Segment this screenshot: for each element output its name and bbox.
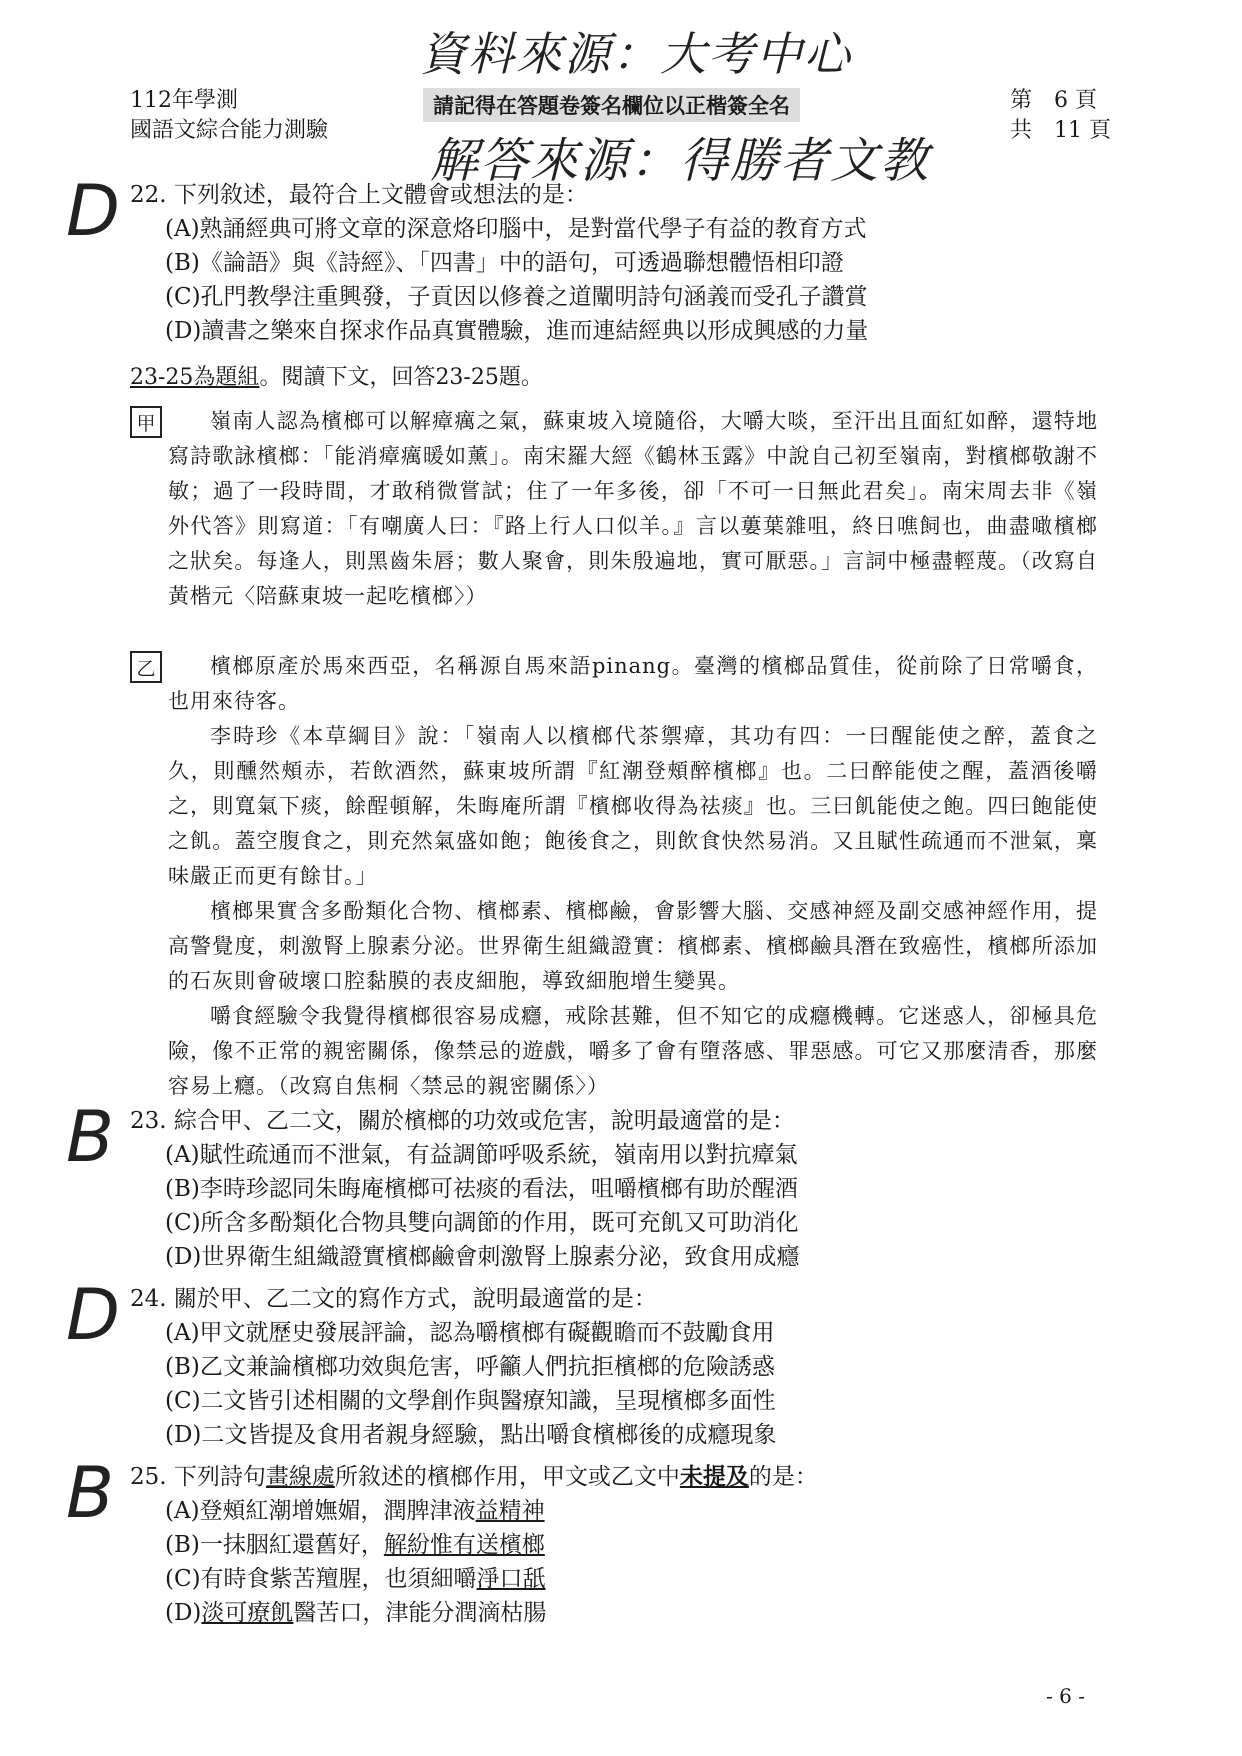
q22-option-b: (B)《論語》與《詩經》、「四書」中的語句，可透過聯想體悟相印證 (165, 250, 844, 276)
group-title-rest: 。閱讀下文，回答23-25題。 (259, 365, 543, 390)
handwritten-answer-source-note: 解答來源：得勝者文教 (430, 133, 931, 189)
handwritten-answer-q25: B (66, 1452, 115, 1534)
page-label: 第 6 頁 (1010, 88, 1097, 113)
q24-option-a: (A)甲文就歷史發展評論，認為嚼檳榔有礙觀瞻而不鼓勵食用 (165, 1320, 775, 1346)
handwritten-answer-q22: D (66, 170, 120, 252)
q25-option-a-underlined: 益精神 (475, 1498, 545, 1524)
exam-subject: 國語文綜合能力測驗 (130, 118, 329, 143)
q25-option-c-text: (C)有時食紫苦羶腥，也須細嚼 (165, 1566, 477, 1592)
question-23-stem: 23. 綜合甲、乙二文，關於檳榔的功效或危害，說明最適當的是： (130, 1108, 795, 1134)
q25-option-d-text: (D) (165, 1600, 202, 1626)
q25-stem-underlined: 畫線處 (265, 1464, 335, 1490)
q25-option-b (165, 1528, 545, 1562)
passage-a-label: 甲 (130, 406, 162, 438)
q22-option-d: (D)讀書之樂來自探求作品真實體驗，進而連結經典以形成興感的力量 (165, 318, 869, 344)
q24-option-b: (B)乙文兼論檳榔功效與危害，呼籲人們抗拒檳榔的危險誘惑 (165, 1354, 775, 1380)
q25-stem-mid: 所敘述的檳榔作用，甲文或乙文中 (334, 1464, 680, 1490)
q23-option-a: (A)賦性疏通而不泄氣，有益調節呼吸系統，嶺南用以對抗瘴氣 (165, 1142, 798, 1168)
q23-option-b: (B)李時珍認同朱晦庵檳榔可祛痰的看法，咀嚼檳榔有助於醒酒 (165, 1176, 798, 1202)
q25-stem-post: 的是： (748, 1464, 818, 1490)
signature-notice: 請記得在答題卷簽名欄位以正楷簽全名 (423, 88, 800, 122)
exam-year: 112年學測 (130, 88, 238, 113)
q23-option-c: (C)所含多酚類化合物具雙向調節的作用，既可充飢又可助消化 (165, 1210, 799, 1236)
q25-option-a (165, 1494, 545, 1528)
q25-option-c-underlined: 淨口舐 (476, 1566, 546, 1592)
handwritten-answer-q23: B (66, 1096, 115, 1178)
group-title-underlined: 23-25為題組 (130, 365, 260, 390)
group-title (130, 360, 543, 391)
passage-b-para-2: 李時珍《本草綱目》說：「嶺南人以檳榔代茶禦瘴，其功有四：一曰醒能使之醉，蓋食之久，則醺然頰赤，若飲酒然，蘇東坡所謂『紅潮登頰醉檳榔』也。二曰醉能使之醒，蓋酒後嚼之，則寬氣下痰，餘酲頓解，朱晦庵所謂『檳榔收得為祛痰』也。三曰飢能使之飽。四曰飽能使之飢。蓋空腹食之，則充然氣盛如飽；飽後食之，則飲食快然易消。又且賦性疏通而不泄氣，稟味嚴正而更有餘甘。」 (168, 724, 1098, 888)
passage-a-text: 嶺南人認為檳榔可以解瘴癘之氣，蘇東坡入境隨俗，大嚼大啖，至汗出且面紅如醉，還特地寫詩歌詠檳榔：「能消瘴癘暖如薰」。南宋羅大經《鶴林玉露》中說自己初至嶺南，對檳榔敬謝不敏；過了一段時間，才敢稍微嘗試；住了一年多後，卻「不可一日無此君矣」。南宋周去非《嶺外代答》則寫道：「有嘲廣人曰：『路上行人口似羊。』言以蔞葉雜咀，終日噍飼也，曲盡噉檳榔之狀矣。每逢人，則黑齒朱唇；數人聚會，則朱殷遍地，實可厭惡。」言詞中極盡輕蔑。（改寫自黃楷元〈陪蘇東坡一起吃檳榔〉） (168, 409, 1098, 608)
exam-title-block (130, 86, 328, 146)
q22-option-a: (A)熟誦經典可將文章的深意烙印腦中，是對當代學子有益的教育方式 (165, 216, 867, 242)
q25-option-b-underlined: 解紛惟有送檳榔 (383, 1532, 545, 1558)
q25-option-a-text: (A)登頰紅潮增嫵媚，潤脾津液 (165, 1498, 476, 1524)
question-25-stem (130, 1460, 818, 1494)
passage-b-label: 乙 (130, 651, 162, 683)
q25-option-d-underlined: 淡可療飢 (201, 1600, 294, 1626)
q25-stem-bold-underlined: 未提及 (679, 1463, 749, 1490)
q22-option-c: (C)孔門教學注重興發，子貢因以修養之道闡明詩句涵義而受孔子讚賞 (165, 284, 868, 310)
q25-option-d (165, 1596, 546, 1630)
page-number: - 6 - (1046, 1684, 1085, 1708)
q23-option-d: (D)世界衛生組織證實檳榔鹼會刺激腎上腺素分泌，致食用成癮 (165, 1244, 800, 1270)
q24-option-c: (C)二文皆引述相關的文學創作與醫療知識，呈現檳榔多面性 (165, 1388, 776, 1414)
handwritten-source-note: 資料來源：大考中心 (420, 27, 852, 81)
page-info (1010, 86, 1111, 146)
q25-option-c (165, 1562, 546, 1596)
handwritten-answer-q24: D (66, 1274, 120, 1356)
q25-option-b-text: (B)一抹胭紅還舊好， (165, 1532, 384, 1558)
question-22-stem: 22. 下列敘述，最符合上文體會或想法的是： (130, 182, 588, 208)
passage-b-para-1: 檳榔原產於馬來西亞，名稱源自馬來語pinang。臺灣的檳榔品質佳，從前除了日常嚼食，也用來待客。 (168, 654, 1098, 713)
q25-option-d-rest: 醫苦口，津能分潤滴枯腸 (293, 1600, 547, 1626)
question-24-stem: 24. 關於甲、乙二文的寫作方式，說明最適當的是： (130, 1286, 657, 1312)
q25-stem-pre: 25. 下列詩句 (130, 1464, 266, 1490)
q24-option-d: (D)二文皆提及食用者親身經驗，點出嚼食檳榔後的成癮現象 (165, 1422, 777, 1448)
passage-b-para-4: 嚼食經驗令我覺得檳榔很容易成癮，戒除甚難，但不知它的成癮機轉。它迷惑人，卻極具危險，像不正常的親密關係，像禁忌的遊戲，嚼多了會有墮落感、罪惡感。可它又那麼清香，那麼容易上癮。（改寫自焦桐〈禁忌的親密關係〉） (168, 1004, 1098, 1098)
passage-b-para-3: 檳榔果實含多酚類化合物、檳榔素、檳榔鹼，會影響大腦、交感神經及副交感神經作用，提高警覺度，刺激腎上腺素分泌。世界衛生組織證實：檳榔素、檳榔鹼具潛在致癌性，檳榔所添加的石灰則會破壞口腔黏膜的表皮細胞，導致細胞增生變異。 (168, 899, 1098, 993)
total-pages-label: 共 11 頁 (1010, 118, 1111, 143)
